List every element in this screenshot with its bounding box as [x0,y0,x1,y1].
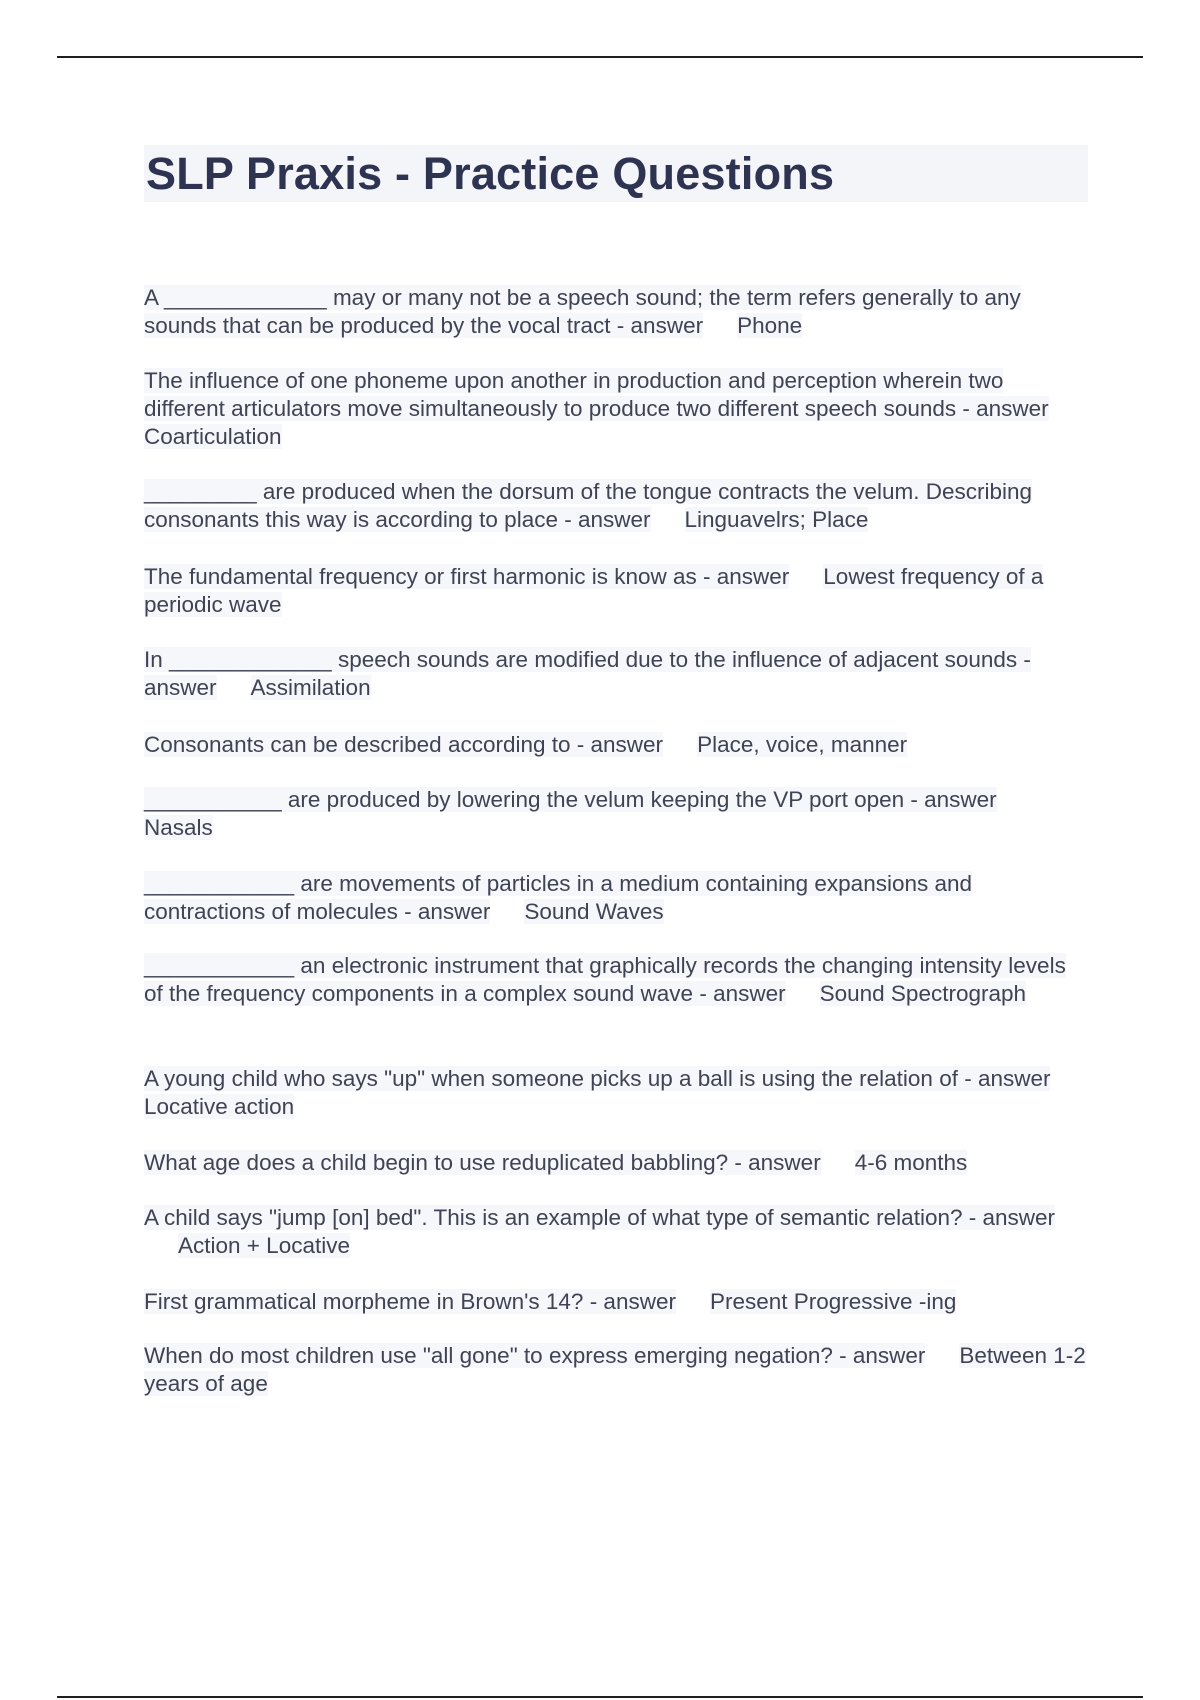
answer: Place, voice, manner [697,732,908,757]
qa-item-3 [144,478,1088,534]
answer: Lowest frequency of a periodic wave [144,564,1044,617]
qa-item-4 [144,563,1088,619]
question: What age does a child begin to use reduplicated babbling? - answer [144,1150,821,1175]
answer: Locative action [144,1094,295,1119]
question: ___________ are produced by lowering the velum keeping the VP port open - answer [144,787,997,812]
question: First grammatical morpheme in Brown's 14? - answer [144,1289,676,1314]
qa-item-6 [144,731,1088,759]
answer: Between 1-2 years of age [144,1343,1086,1396]
qa-item-11 [144,1149,1088,1177]
question: The fundamental frequency or first harmonic is know as - answer [144,564,790,589]
qa-item-1 [144,284,1088,340]
question: ____________ are movements of particles in a medium containing expansions and contractions of molecules - answer [144,871,973,924]
question: A _____________ may or many not be a speech sound; the term refers generally to any sounds that can be produced by the vocal tract - answer [144,285,1021,338]
answer: Present Progressive -ing [709,1289,957,1314]
answer: Assimilation [250,675,371,700]
answer: Sound Waves [524,899,664,924]
qa-item-2 [144,367,1088,451]
question: In _____________ speech sounds are modified due to the influence of adjacent sounds - answer [144,647,1031,700]
answer: Phone [737,313,803,338]
page-title: SLP Praxis - Practice Questions [146,148,835,199]
answer: Linguavelrs; Place [684,507,869,532]
qa-item-13 [144,1288,1088,1316]
qa-item-8 [144,870,1088,926]
question: ____________ an electronic instrument that graphically records the changing intensity levels of the frequency components in a complex sound wave - answer [144,953,1066,1006]
qa-item-5 [144,646,1088,702]
qa-item-10 [144,1065,1088,1121]
qa-item-12 [144,1204,1088,1260]
top-rule [57,56,1143,58]
question: A child says "jump [on] bed". This is an example of what type of semantic relation? - answer [144,1205,1056,1230]
answer: Sound Spectrograph [819,981,1027,1006]
question: The influence of one phoneme upon another in production and perception wherein two different articulators move simultaneously to produce two different speech sounds - answer [144,368,1049,421]
answer: Action + Locative [178,1233,350,1258]
question: A young child who says "up" when someone picks up a ball is using the relation of - answer [144,1066,1051,1091]
qa-item-9 [144,952,1088,1008]
question: _________ are produced when the dorsum of the tongue contracts the velum. Describing consonants this way is according to place - answer [144,479,1033,532]
answer: 4-6 months [854,1150,968,1175]
answer: Coarticulation [144,424,282,449]
bottom-rule [57,1696,1143,1698]
qa-item-14 [144,1342,1088,1398]
question: Consonants can be described according to - answer [144,732,664,757]
question: When do most children use "all gone" to express emerging negation? - answer [144,1343,926,1368]
answer: Nasals [144,815,213,840]
qa-item-7 [144,786,1088,842]
